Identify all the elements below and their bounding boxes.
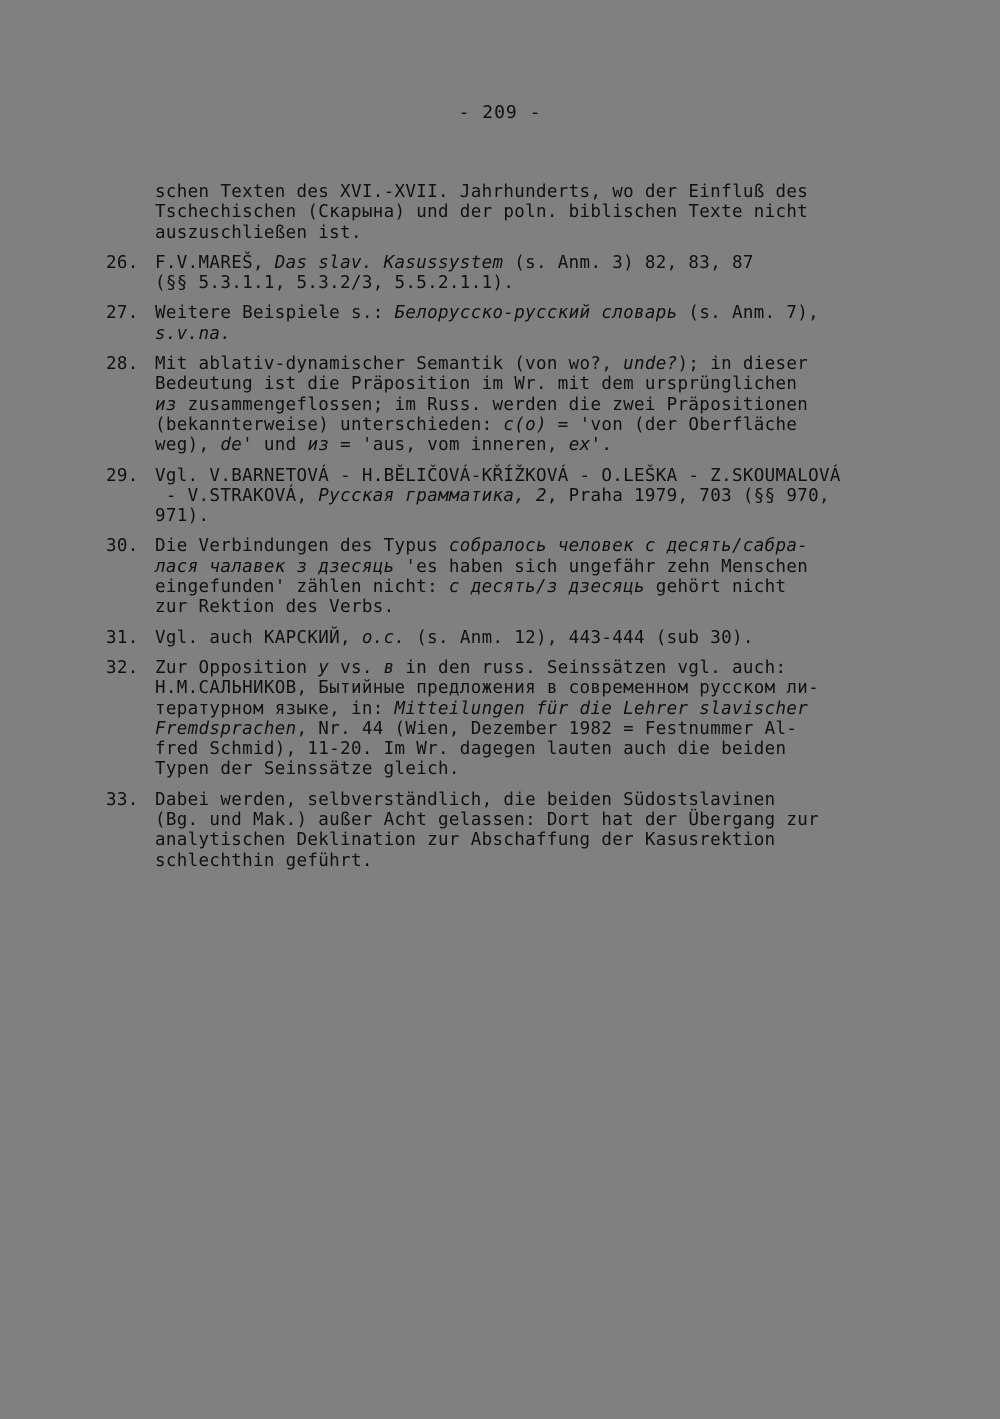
footnote-text xyxy=(155,466,906,527)
text-segment: (Bg. und Mak.) außer Acht gelassen: Dort hat der Übergang zur xyxy=(155,810,820,831)
footnote-33 xyxy=(106,790,906,871)
footnote-number: 26. xyxy=(106,252,139,273)
text-line xyxy=(155,577,906,597)
text-segment: = 'von (der Oberfläche xyxy=(546,414,798,435)
text-segment: (§§ 5.3.1.1, 5.3.2/3, 5.5.2.1.1). xyxy=(155,273,515,294)
italic-text: из xyxy=(307,435,330,456)
italic-text: Fremdsprachen xyxy=(155,718,297,739)
italic-text: с десять/з дзесяць xyxy=(448,577,645,598)
text-segment: Н.М.САЛЬНИКОВ, Бытийные предложения в современном русском ли- xyxy=(155,678,820,699)
footnote-28 xyxy=(106,354,906,455)
footnote-29 xyxy=(106,466,906,527)
italic-text: de xyxy=(220,435,243,456)
italic-text: o.c. xyxy=(361,627,406,648)
page-number: - 209 - xyxy=(458,102,542,123)
text-segment: (s. Anm. 12), 443-444 (sub 30). xyxy=(405,627,754,648)
italic-text: s.v.na. xyxy=(155,323,232,344)
footnote-list xyxy=(106,253,906,871)
italic-text: Русская грамматика, 2 xyxy=(318,485,547,506)
footnote-text xyxy=(155,536,906,617)
text-segment: Vgl. V.BARNETOVÁ - H.BĚLIČOVÁ-KŘÍŽKOVÁ - O.LEŠKA - Z.SKOUMALOVÁ xyxy=(155,465,841,486)
text-line xyxy=(155,182,906,202)
text-segment: ' und xyxy=(242,435,308,456)
text-line xyxy=(155,303,906,323)
text-segment: vs. xyxy=(329,657,384,678)
text-segment: (bekannterweise) unterschieden: xyxy=(155,414,504,435)
text-segment: Weitere Beispiele s.: xyxy=(155,303,395,324)
footnote-number: 29. xyxy=(106,465,139,486)
text-segment: '. xyxy=(590,435,613,456)
footnote-number: 28. xyxy=(106,354,139,375)
text-segment: fred Schmid), 11-20. Im Wr. dagegen lauten auch die beiden xyxy=(155,739,787,760)
text-line xyxy=(155,466,906,486)
text-segment: Mit ablativ-dynamischer Semantik (von wo?, xyxy=(155,354,624,375)
italic-text: собралось человек с десять/сабра- xyxy=(448,536,809,557)
text-line xyxy=(155,435,906,455)
footnote-number: 33. xyxy=(106,789,139,810)
text-line xyxy=(155,851,906,871)
footnote-31 xyxy=(106,628,906,648)
text-line xyxy=(155,658,906,678)
text-segment: Die Verbindungen des Typus xyxy=(155,536,449,557)
footnote-number: 30. xyxy=(106,536,139,557)
text-line xyxy=(155,739,906,759)
text-line xyxy=(155,597,906,617)
text-segment: Zur Opposition xyxy=(155,657,319,678)
text-segment: = 'aus, vom inneren, xyxy=(329,435,569,456)
text-segment: Vgl. auch КАРСКИЙ, xyxy=(155,627,362,648)
text-line xyxy=(155,223,906,243)
text-line xyxy=(155,830,906,850)
text-segment: , Nr. 44 (Wien, Dezember 1982 = Festnummer Al- xyxy=(296,718,798,739)
italic-text: Белорусско-русский словарь xyxy=(394,303,678,324)
text-segment: gehört nicht xyxy=(644,577,787,598)
text-line xyxy=(155,678,906,698)
footnote-30 xyxy=(106,536,906,617)
text-line xyxy=(155,759,906,779)
text-line xyxy=(155,395,906,415)
footnote-number: 31. xyxy=(106,627,139,648)
text-segment: Dabei werden, selbverständlich, die beiden Südostslavinen xyxy=(155,789,776,810)
text-line xyxy=(155,506,906,526)
text-line xyxy=(155,374,906,394)
text-segment: Bedeutung ist die Präposition im Wr. mit dem ursprünglichen xyxy=(155,374,798,395)
italic-text: Das slav. Kasussystem xyxy=(274,252,504,273)
italic-text: c(o) xyxy=(503,414,547,435)
text-segment: weg), xyxy=(155,435,221,456)
footnote-number: 27. xyxy=(106,303,139,324)
text-segment: тературном языке, in: xyxy=(155,698,395,719)
text-line xyxy=(155,324,906,344)
text-line xyxy=(155,354,906,374)
text-segment: in den russ. Seinssätzen vgl. auch: xyxy=(394,657,787,678)
footnote-text xyxy=(155,658,906,780)
text-segment: , Praha 1979, 703 (§§ 970, xyxy=(546,485,830,506)
text-line xyxy=(155,253,906,273)
text-segment: (s. Anm. 7), xyxy=(677,303,820,324)
text-segment: ); in dieser xyxy=(677,354,809,375)
footnotes-body xyxy=(106,182,906,881)
text-segment: 971). xyxy=(155,506,210,527)
footnote-text xyxy=(155,790,906,871)
text-line xyxy=(155,486,906,506)
text-segment: analytischen Deklination zur Abschaffung der Kasusrektion xyxy=(155,830,776,851)
text-segment: zur Rektion des Verbs. xyxy=(155,597,395,618)
footnote-text xyxy=(155,354,906,455)
footnote-text xyxy=(155,628,906,648)
continued-note-text xyxy=(106,182,906,243)
text-segment: F.V.MAREŠ, xyxy=(155,252,275,273)
text-line xyxy=(155,628,906,648)
text-segment: eingefunden' zählen nicht: xyxy=(155,577,449,598)
italic-text: лася чалавек з дзесяць xyxy=(155,556,395,577)
text-line xyxy=(155,810,906,830)
italic-text: у xyxy=(318,657,330,678)
text-segment: schlechthin geführt. xyxy=(155,850,373,871)
footnote-26 xyxy=(106,253,906,294)
text-line xyxy=(155,557,906,577)
footnote-number: 32. xyxy=(106,657,139,678)
text-segment: - V.STRAKOVÁ, xyxy=(155,485,319,506)
text-line xyxy=(155,536,906,556)
footnote-32 xyxy=(106,658,906,780)
footnote-text xyxy=(155,253,906,294)
text-segment: Typen der Seinssätze gleich. xyxy=(155,759,460,780)
text-segment: schen Texten des XVI.-XVII. Jahrhunderts, wo der Einfluß des xyxy=(155,182,809,202)
italic-text: unde? xyxy=(623,354,678,375)
footnote-text xyxy=(155,303,906,344)
text-segment: (s. Anm. 3) 82, 83, 87 xyxy=(503,252,754,273)
text-segment: Tschechischen (Скарына) und der poln. biblischen Texte nicht xyxy=(155,202,809,223)
italic-text: из xyxy=(155,394,177,415)
footnote-27 xyxy=(106,303,906,344)
text-line xyxy=(155,202,906,222)
text-line xyxy=(155,719,906,739)
text-segment: 'es haben sich ungefähr zehn Menschen xyxy=(394,556,809,577)
text-segment: auszuschließen ist. xyxy=(155,222,362,243)
text-line xyxy=(155,415,906,435)
text-line xyxy=(155,699,906,719)
italic-text: ex xyxy=(568,435,591,456)
italic-text: Mitteilungen für die Lehrer slavischer xyxy=(394,698,809,719)
text-line xyxy=(155,790,906,810)
text-line xyxy=(155,273,906,293)
italic-text: в xyxy=(383,657,395,678)
text-segment: zusammengeflossen; im Russ. werden die zwei Präpositionen xyxy=(176,394,809,415)
